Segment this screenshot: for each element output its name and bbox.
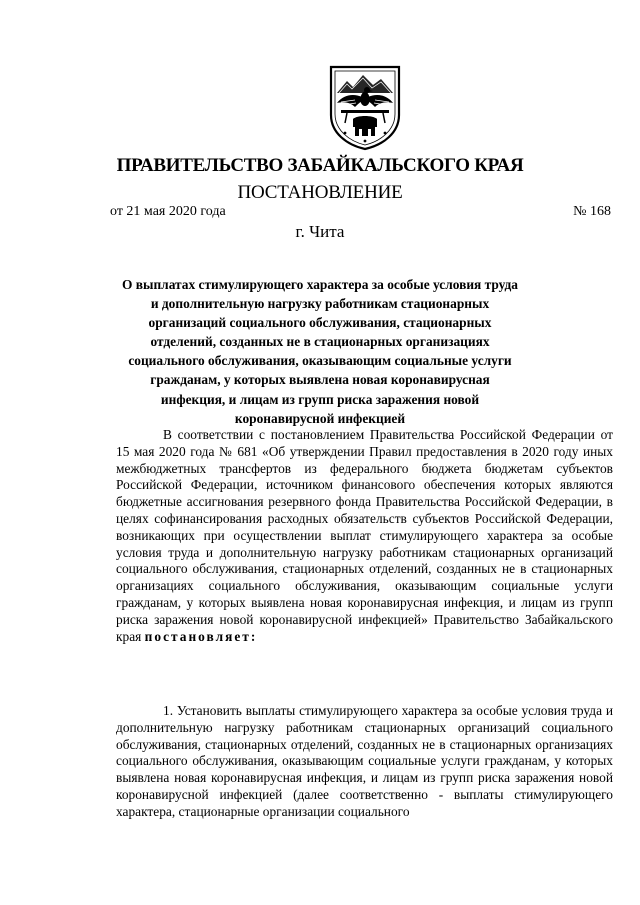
coat-of-arms-icon bbox=[325, 63, 405, 151]
document-heading: О выплатах стимулирующего характера за особые условия труда и дополнительную нагрузку работникам стационарных организаций социального обслуживания, стационарных отделений, созданных не в стационарных организациях социального обслуживания, оказывающим социальные услуги гражданам, у которых выявлена новая коронавирусная инфекция, и лицам из групп риска заражения новой коронавирусной инфекцией bbox=[122, 277, 518, 426]
document-number: № 168 bbox=[573, 204, 611, 219]
document-city: г. Чита bbox=[295, 222, 345, 241]
government-title: ПРАВИТЕЛЬСТВО ЗАБАЙКАЛЬСКОГО КРАЯ bbox=[116, 155, 524, 176]
document-type: ПОСТАНОВЛЕНИЕ bbox=[237, 182, 403, 203]
resolution-keyword: постановляет: bbox=[144, 628, 258, 644]
document-date: от 21 мая 2020 года bbox=[110, 204, 226, 219]
paragraph-preamble bbox=[116, 427, 613, 645]
paragraph-item-1 bbox=[116, 703, 613, 821]
item-1-text: 1. Установить выплаты стимулирующего характера за особые условия труда и дополнительную нагрузку работникам стационарных организаций социального обслуживания, стационарных отделений, созданных не в стационарных организациях социального обслуживания, оказывающим социальные услуги гражданам, у которых выявлена новая коронавирусная инфекция, и лицам из групп риска заражения новой коронавирусной инфекцией (далее соответственно - выплаты стимулирующего характера, стационарные организации социального bbox=[116, 703, 613, 819]
preamble-text: В соответствии с постановлением Правительства Российской Федерации от 15 мая 2020 года № 681 «Об утверждении Правил предоставления в 2020 году иных межбюджетных трансфертов из федерального бюджета бюджетам субъектов Российской Федерации, источником финансового обеспечения которых являются бюджетные ассигнования резервного фонда Правительства Российской Федерации, в целях софинансирования расходных обязательств субъектов Российской Федерации, возникающих при осуществлении выплат стимулирующего характера за особые условия труда и дополнительную нагрузку работникам стационарных организаций социального обслуживания, стационарных отделений, созданных не в стационарных организациях социального обслуживания, оказывающим социальные услуги гражданам, у которых выявлена новая коронавирусная инфекция, и лицам из групп риска заражения новой коронавирусной инфекцией» Правительство Забайкальского края bbox=[116, 427, 613, 644]
